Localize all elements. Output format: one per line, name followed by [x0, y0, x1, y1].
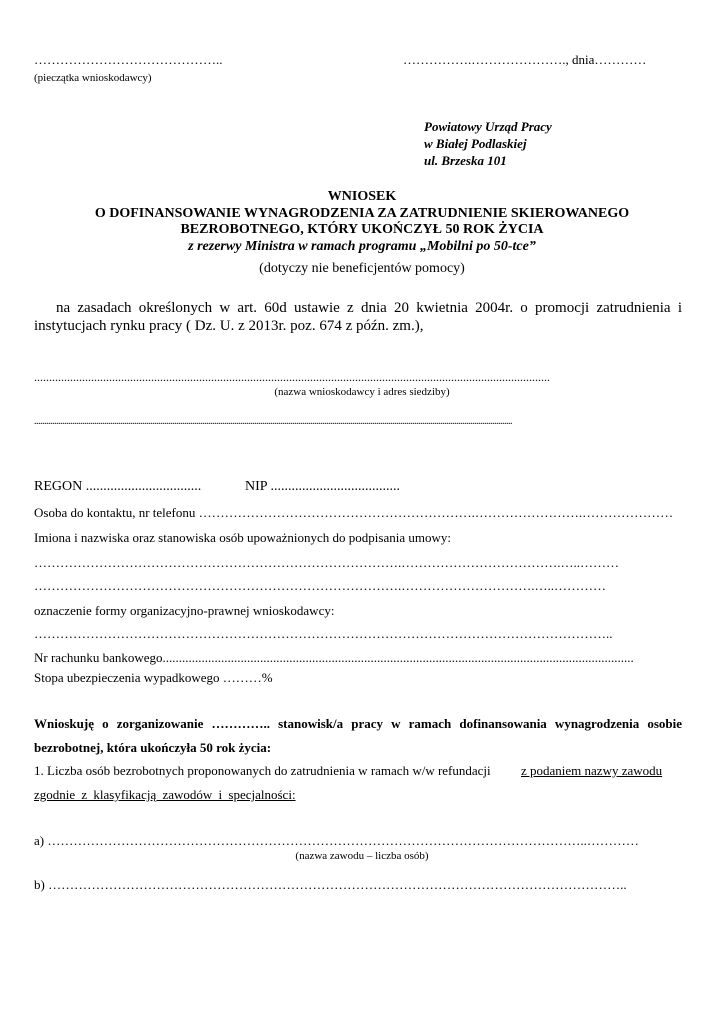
title-line-2: O DOFINANSOWANIE WYNAGRODZENIA ZA ZATRUDNIENIE SKIEROWANEGO [94, 206, 630, 221]
profession-a-field[interactable]: a) ……………………………………………………………………………………………………………..………… [34, 833, 639, 848]
profession-a-label: (nazwa zawodu – liczba osób) [295, 850, 429, 862]
addressee-city: w Białej Podlaskiej [424, 136, 527, 151]
item-1-classification: zgodnie z klasyfikacją zawodów i specjalności: [34, 787, 296, 802]
nip-field[interactable]: NIP ..................................... [245, 479, 401, 494]
authorized-persons-field-2[interactable]: ………………………………………………………………………….………………………….…..………… [34, 578, 606, 593]
legal-form-field[interactable]: …………………………………………………………………………………………………………………….. [34, 626, 613, 641]
title-note: (dotyczy nie beneficjentów pomocy) [259, 261, 465, 276]
addressee-street: ul. Brzeska 101 [424, 153, 507, 168]
contact-field[interactable]: Osoba do kontaktu, nr telefonu ……………………………………………………….…………………….………………… [34, 505, 674, 520]
intro-line-1: na zasadach określonych w art. 60d ustawie z dnia 20 kwietnia 2004r. o promocji zatrudnienia i [56, 300, 682, 316]
title-program: z rezerwy Ministra w ramach programu „Mobilni po 50-tce” [188, 239, 536, 254]
place-date-line: …………….…………………., dnia………… [403, 52, 647, 67]
request-line-2: bezrobotnej, która ukończyła 50 rok życia: [34, 740, 272, 755]
authorized-persons-field-1[interactable]: ………………………………………………………………………….……………………………….…..……… [34, 555, 619, 570]
authorized-persons-label: Imiona i nazwiska oraz stanowiska osób upoważnionych do podpisania umowy: [34, 530, 451, 545]
insurance-rate-field[interactable]: Stopa ubezpieczenia wypadkowego ………% [34, 670, 273, 685]
bank-account-field[interactable]: Nr rachunku bankowego................................................................................................................................................. [34, 650, 634, 665]
regon-field[interactable]: REGON ................................. [34, 479, 202, 494]
item-1-text: 1. Liczba osób bezrobotnych proponowanych do zatrudnienia w ramach w/w refundacji [34, 763, 491, 778]
title-line-3: BEZROBOTNEGO, KTÓRY UKOŃCZYŁ 50 ROK ŻYCIA [180, 222, 544, 237]
addressee-office: Powiatowy Urząd Pracy [424, 119, 552, 134]
intro-line-2: instytucjach rynku pracy ( Dz. U. z 2013r. poz. 674 z późn. zm.), [34, 318, 424, 334]
title-wniosek: WNIOSEK [327, 189, 397, 204]
stamp-label: (pieczątka wnioskodawcy) [34, 72, 152, 84]
legal-form-label: oznaczenie formy organizacyjno-prawnej wnioskodawcy: [34, 603, 335, 618]
stamp-placeholder-dots: …………………………………….. [34, 52, 223, 67]
profession-b-field[interactable]: b) …………………………………………………………………………………………………………………….. [34, 877, 627, 892]
item-1-underlined: z podaniem nazwy zawodu [521, 763, 663, 778]
applicant-name-label: (nazwa wnioskodawcy i adres siedziby) [274, 386, 450, 398]
applicant-name-field[interactable]: ............................................................................................................................................................................ [34, 370, 550, 384]
request-line-1: Wnioskuję o zorganizowanie ………….. stanowisk/a pracy w ramach dofinansowania wynagrodzenia osobie [34, 716, 682, 731]
applicant-address-field[interactable]: ............................................................................................................................................................................................................................................... [34, 416, 512, 427]
